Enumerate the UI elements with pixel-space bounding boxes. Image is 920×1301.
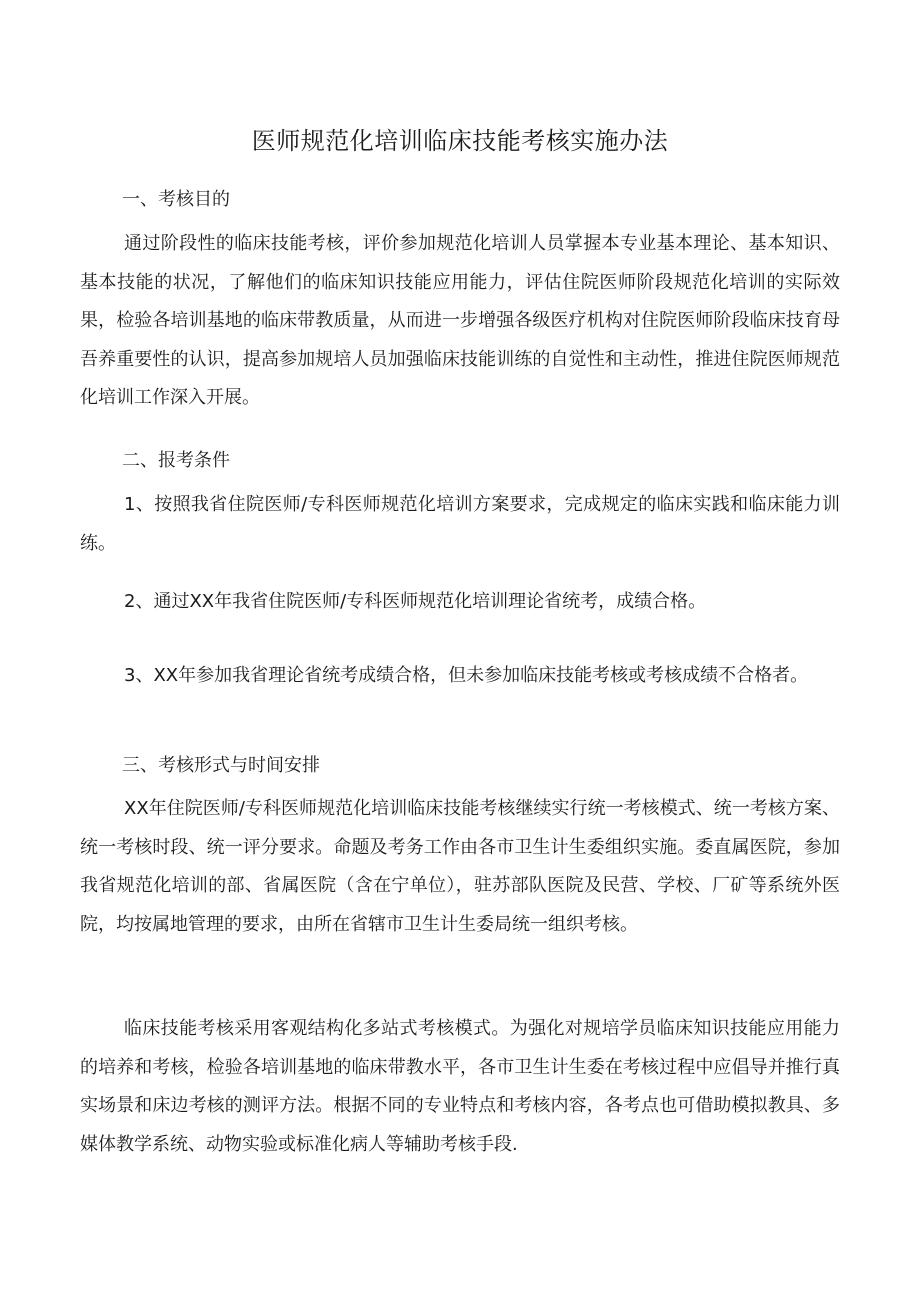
section-heading-conditions: 二、报考条件	[122, 450, 230, 471]
condition-item-2: 2、通过XX年我省住院医师/专科医师规范化培训理论省统考，成绩合格。	[124, 591, 707, 612]
paragraph-format-2: 临床技能考核采用客观结构化多站式考核模式。为强化对规培学员临床知识技能应用能力的培养和考核，检验各培训基地的临床带教水平，各市卫生计生委在考核过程中应倡导并推行真实场景和床边考核的测评方法。根据不同的专业特点和考核内容，各考点也可借助模拟教具、多媒体教学系统、动物实验或标准化病人等辅助考核手段.	[80, 1018, 840, 1155]
section-heading-format: 三、考核形式与时间安排	[122, 755, 320, 776]
condition-item-1: 1、按照我省住院医师/专科医师规范化培训方案要求，完成规定的临床实践和临床能力训练。	[80, 494, 840, 554]
condition-item-3: 3、XX年参加我省理论省统考成绩合格，但未参加临床技能考核或考核成绩不合格者。	[124, 665, 809, 686]
document-title: 医师规范化培训临床技能考核实施办法	[251, 127, 669, 155]
paragraph-format-1: XX年住院医师/专科医师规范化培训临床技能考核继续实行统一考核模式、统一考核方案、统一考核时段、统一评分要求。命题及考务工作由各市卫生计生委组织实施。委直属医院，参加我省规范化培训的部、省属医院（含在宁单位），驻苏部队医院及民营、学校、厂矿等系统外医院，均按属地管理的要求，由所在省辖市卫生计生委局统一组织考核。	[80, 798, 840, 935]
section-heading-purpose: 一、考核目的	[122, 189, 230, 210]
paragraph-purpose: 通过阶段性的临床技能考核，评价参加规范化培训人员掌握本专业基本理论、基本知识、基本技能的状况，了解他们的临床知识技能应用能力，评估住院医师阶段规范化培训的实际效果，检验各培训基地的临床带教质量，从而进一步增强各级医疗机构对住院医师阶段临床技育母吾养重要性的认识，提高参加规培人员加强临床技能训练的自觉性和主动性，推进住院医师规范化培训工作深入开展。	[80, 233, 840, 409]
